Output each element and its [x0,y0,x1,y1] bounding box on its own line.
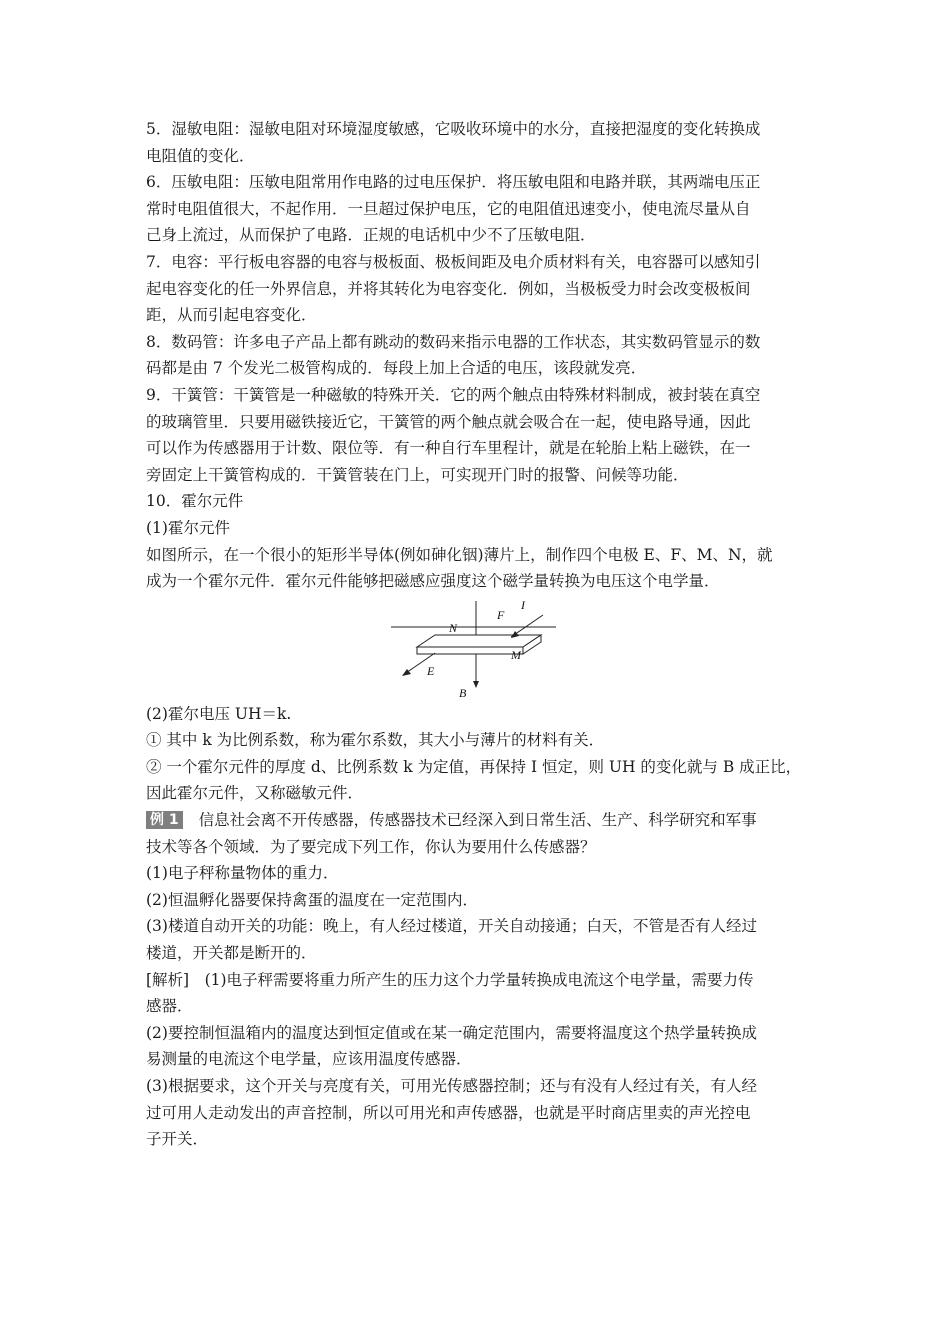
paragraph-line: 常时电阻值很大，不起作用．一旦超过保护电压，它的电阻值迅速变小，使电流尽量从自 [146,199,751,218]
paragraph-line: 9．干簧管：干簧管是一种磁敏的特殊开关．它的两个触点由特殊材料制成，被封装在真空 [146,385,761,404]
paragraph-line: 8．数码管：许多电子产品上都有跳动的数码来指示电器的工作状态，其实数码管显示的数 [146,332,761,351]
section-heading: 10．霍尔元件 [146,492,244,511]
paragraph-line: 如图所示，在一个很小的矩形半导体(例如砷化铟)薄片上，制作四个电极 E、F、M、N，就 [146,545,773,564]
b-arrow-head [473,681,479,688]
label-b: B [459,685,467,699]
subsection-heading: (1)霍尔元件 [146,518,230,537]
paragraph-line: 距，从而引起电容变化． [146,306,317,325]
paragraph-line: (1)电子秤称量物体的重力． [146,864,339,883]
paragraph-line: (3)楼道自动开关的功能：晚上，有人经过楼道，开关自动接通；白天，不管是否有人经过 [146,917,757,936]
paragraph-line: 己身上流过，从而保护了电路．正规的电话机中少不了压敏电阻． [146,226,596,245]
example-question-text: 信息社会离不开传感器，传感器技术已经深入到日常生活、生产、科学研究和军事 [198,811,757,830]
label-f: F [497,607,505,622]
example-label-badge: 例 1 [146,811,183,829]
paragraph-line: 起电容变化的任一外界信息，并将其转化为电容变化．例如，当极板受力时会改变极板间 [146,279,751,298]
label-i: I [521,597,525,612]
paragraph-line: 成为一个霍尔元件．霍尔元件能够把磁感应强度这个磁学量转换为电压这个电学量． [146,572,720,591]
paragraph-line: 过可用人走动发出的声音控制，所以可用光和声传感器，也就是平时商店里卖的声光控电 [146,1103,751,1122]
paragraph-line: 楼道，开关都是断开的． [146,944,317,963]
paragraph-line: [解析] (1)电子秤需要将重力所产生的压力这个力学量转换成电流这个电学量，需要力传 [146,970,754,989]
paragraph-line: 可以作为传感器用于计数、限位等．有一种自行车里程计，就是在轮胎上粘上磁铁，在一 [146,439,751,458]
paragraph-line: (2)要控制恒温箱内的温度达到恒定值或在某一确定范围内，需要将温度这个热学量转换成 [146,1023,757,1042]
paragraph-line: ② 一个霍尔元件的厚度 d、比例系数 k 为定值，再保持 I 恒定，则 UH 的变化就与 B 成正比， [146,757,802,776]
hall-plate-front [417,647,523,654]
paragraph-line: 因此霍尔元件，又称磁敏元件． [146,784,364,803]
subsection-heading: (2)霍尔电压 UH＝k. [146,704,292,723]
document-body [146,116,826,1153]
paragraph-line: (2)恒温孵化器要保持禽蛋的温度在一定范围内． [146,890,478,909]
paragraph-line: 旁固定上干簧管构成的．干簧管装在门上，可实现开门时的报警、问候等功能． [146,465,689,484]
label-n: N [449,620,458,635]
hall-element-figure [146,595,826,701]
paragraph-line: 7．电容：平行板电容器的电容与极板面、极板间距及电介质材料有关，电容器可以感知引 [146,252,761,271]
paragraph-line: 技术等各个领域．为了要完成下列工作，你认为要用什么传感器？ [146,837,596,856]
paragraph-line: (3)根据要求，这个开关与亮度有关，可用光传感器控制；还与有没有人经过有关，有人经 [146,1077,757,1095]
label-m: M [511,647,521,662]
paragraph-line: 子开关． [146,1130,209,1149]
paragraph-line: 6．压敏电阻：压敏电阻常用作电路的过电压保护．将压敏电阻和电路并联，其两端电压正 [146,173,761,192]
paragraph-line: 感器． [146,997,193,1016]
paragraph-line: 码都是由 7 个发光二极管构成的．每段上加上合适的电压，该段就发亮． [146,359,647,378]
example-header-line [146,807,826,834]
paragraph-line: 的玻璃管里．只要用磁铁接近它，干簧管的两个触点就会吸合在一起，使电路导通，因此 [146,412,751,431]
paragraph-line: 5．湿敏电阻：湿敏电阻对环境湿度敏感，它吸收环境中的水分，直接把湿度的变化转换成 [146,120,761,138]
hall-plate-top [417,635,541,647]
label-e: E [427,663,435,678]
paragraph-line: 易测量的电流这个电学量，应该用温度传感器． [146,1050,472,1069]
hall-element-diagram [391,595,561,699]
paragraph-line: ① 其中 k 为比例系数，称为霍尔系数，其大小与薄片的材料有关． [146,731,605,750]
paragraph-line: 电阻值的变化． [146,146,255,165]
